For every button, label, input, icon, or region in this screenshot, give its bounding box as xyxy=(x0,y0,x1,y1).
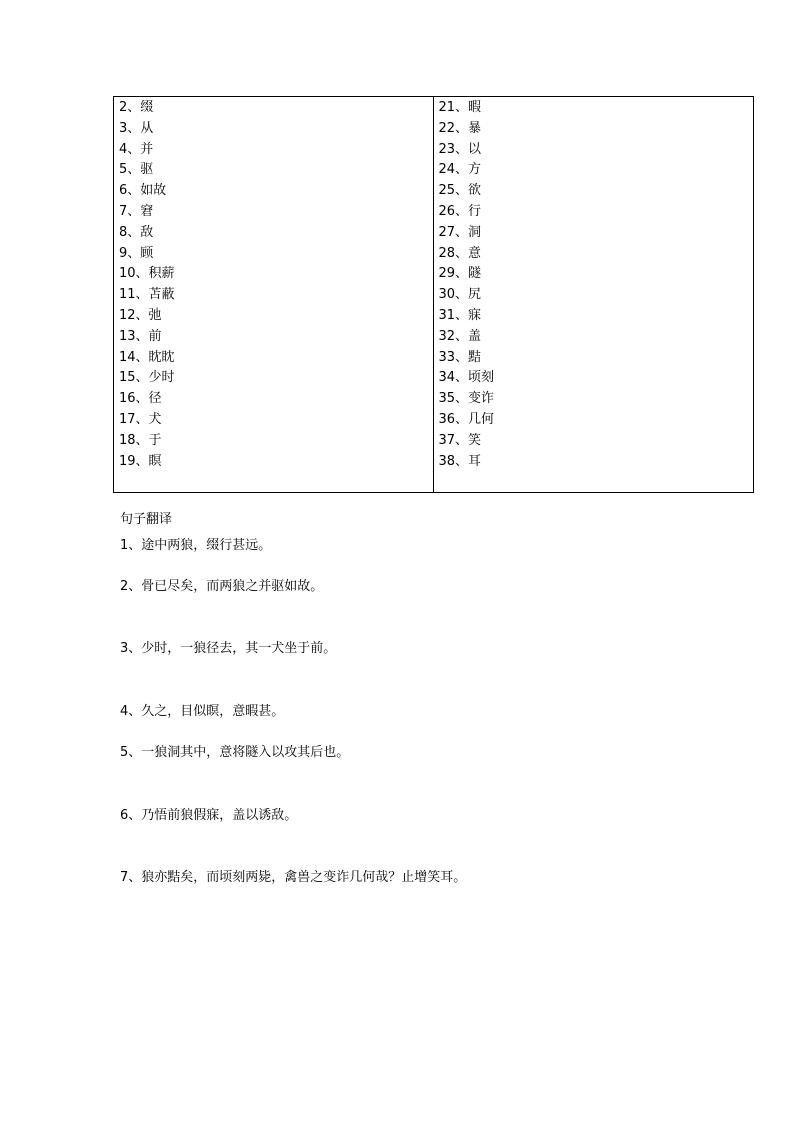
vocab-item: 26、行 xyxy=(438,203,482,219)
vocab-item: 24、方 xyxy=(438,162,482,178)
vocab-item: 12、弛 xyxy=(119,307,162,323)
vocab-item: 21、暇 xyxy=(438,100,482,115)
vocab-item: 36、几何 xyxy=(438,411,495,427)
translation-sentence: 7、狼亦黠矣，而顷刻两毙，禽兽之变诈几何哉？止增笑耳。 xyxy=(120,870,467,885)
vocab-item: 14、眈眈 xyxy=(119,349,175,365)
vocab-column-left xyxy=(114,97,434,492)
translation-sentence: 6、乃悟前狼假寐，盖以诱敌。 xyxy=(120,808,298,823)
translation-sentence: 1、途中两狼，缀行甚远。 xyxy=(120,538,272,553)
vocab-item: 35、变诈 xyxy=(438,391,495,407)
vocab-item: 7、窘 xyxy=(119,203,154,219)
vocab-item: 18、于 xyxy=(119,432,162,448)
vocab-item: 2、缀 xyxy=(119,100,154,115)
vocab-item: 31、寐 xyxy=(438,307,482,323)
vocab-item: 5、驱 xyxy=(119,162,154,178)
vocab-column-right xyxy=(434,97,754,492)
vocab-item: 34、顷刻 xyxy=(438,370,495,386)
vocab-item: 27、洞 xyxy=(438,224,482,240)
vocab-item: 11、苫蔽 xyxy=(119,287,175,303)
vocab-item: 23、以 xyxy=(438,141,482,157)
translation-sentence: 4、久之，目似瞑，意暇甚。 xyxy=(120,704,285,719)
vocab-item: 33、黠 xyxy=(438,349,482,365)
vocab-item: 37、笑 xyxy=(438,432,482,448)
vocab-item: 4、并 xyxy=(119,141,154,157)
translation-sentence: 5、一狼洞其中，意将隧入以攻其后也。 xyxy=(120,745,350,760)
vocab-item: 19、瞑 xyxy=(119,453,162,469)
vocab-item: 29、隧 xyxy=(438,266,482,282)
vocab-item: 8、敌 xyxy=(119,224,154,240)
vocab-item: 22、暴 xyxy=(438,120,482,136)
vocab-item: 6、如故 xyxy=(119,183,167,199)
vocab-item: 25、欲 xyxy=(438,183,482,199)
vocab-item: 3、从 xyxy=(119,120,154,136)
vocab-item: 9、顾 xyxy=(119,245,154,261)
vocab-table xyxy=(113,96,754,493)
section-heading: 句子翻译 xyxy=(120,512,173,527)
vocab-item: 17、犬 xyxy=(119,411,162,427)
vocab-item: 28、意 xyxy=(438,245,482,261)
vocab-item: 32、盖 xyxy=(438,328,482,344)
vocab-item: 30、尻 xyxy=(438,287,482,303)
vocab-item: 38、耳 xyxy=(438,453,482,469)
vocab-item: 15、少时 xyxy=(119,370,175,386)
vocab-item: 16、径 xyxy=(119,391,162,407)
vocab-item: 13、前 xyxy=(119,328,162,344)
translation-sentence: 2、骨已尽矣，而两狼之并驱如故。 xyxy=(120,579,324,594)
translation-sentence: 3、少时，一狼径去，其一犬坐于前。 xyxy=(120,641,337,656)
vocab-item: 10、积薪 xyxy=(119,266,175,282)
